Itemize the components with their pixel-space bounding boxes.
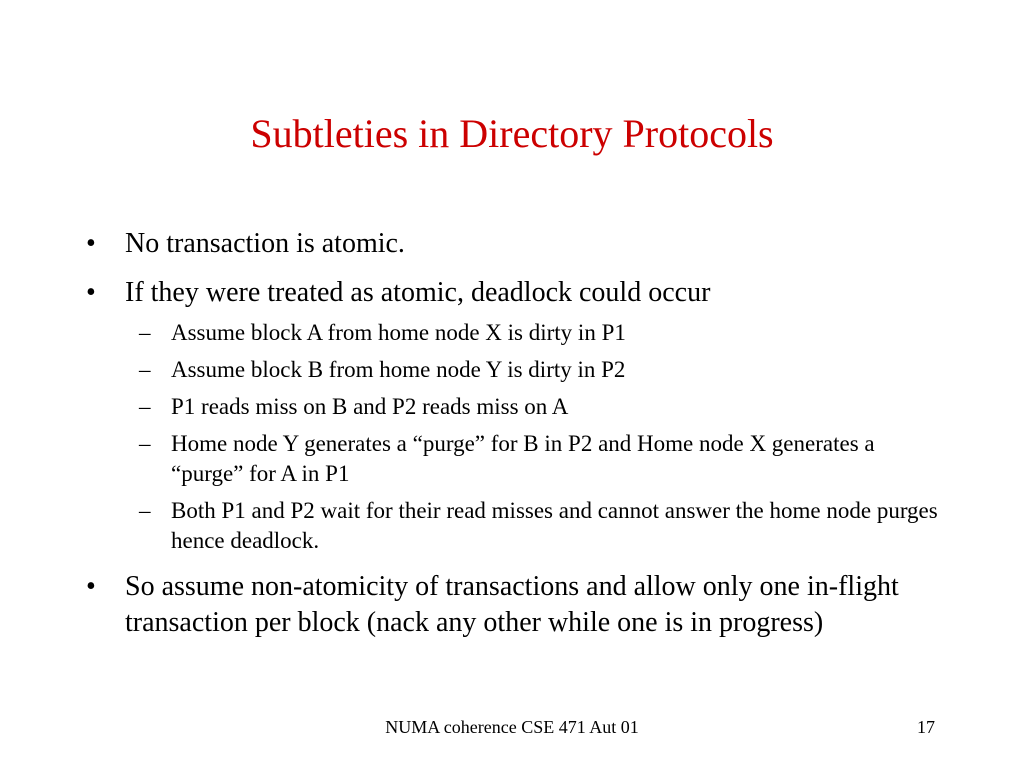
page-number: 17 [917,717,935,737]
bullet-icon: • [86,277,96,308]
bullet-text: No transaction is atomic. [125,228,405,259]
dash-icon: – [139,394,151,419]
sub-bullet-item [82,392,942,422]
sub-bullet-text: Home node Y generates a “purge” for B in P2 and Home node X generates a “purge” for A in P1 [171,431,875,486]
slide-body [82,226,942,654]
sub-bullet-text: Assume block B from home node Y is dirty in P2 [171,357,626,382]
sub-bullet-item [82,355,942,385]
dash-icon: – [139,320,151,345]
bullet-item [82,226,942,262]
dash-icon: – [139,431,151,456]
bullet-item [82,569,942,641]
bullet-item [82,275,942,311]
sub-bullet-list [82,318,942,556]
bullet-text: So assume non-atomicity of transactions and allow only one in-flight transaction per block (nack any other while one is in progress) [125,571,899,638]
bullet-icon: • [86,228,96,259]
sub-bullet-item [82,429,942,489]
sub-bullet-text: P1 reads miss on B and P2 reads miss on A [171,394,569,419]
sub-bullet-text: Both P1 and P2 wait for their read misses and cannot answer the home node purges hence deadlock. [171,498,938,553]
sub-bullet-item [82,318,942,348]
dash-icon: – [139,357,151,382]
slide-footer: NUMA coherence CSE 471 Aut 01 [385,717,639,737]
dash-icon: – [139,498,151,523]
bullet-text: If they were treated as atomic, deadlock could occur [125,277,711,308]
bullet-icon: • [86,571,96,602]
sub-bullet-item [82,496,942,556]
sub-bullet-text: Assume block A from home node X is dirty in P1 [171,320,626,345]
slide-title: Subtleties in Directory Protocols [250,111,774,156]
